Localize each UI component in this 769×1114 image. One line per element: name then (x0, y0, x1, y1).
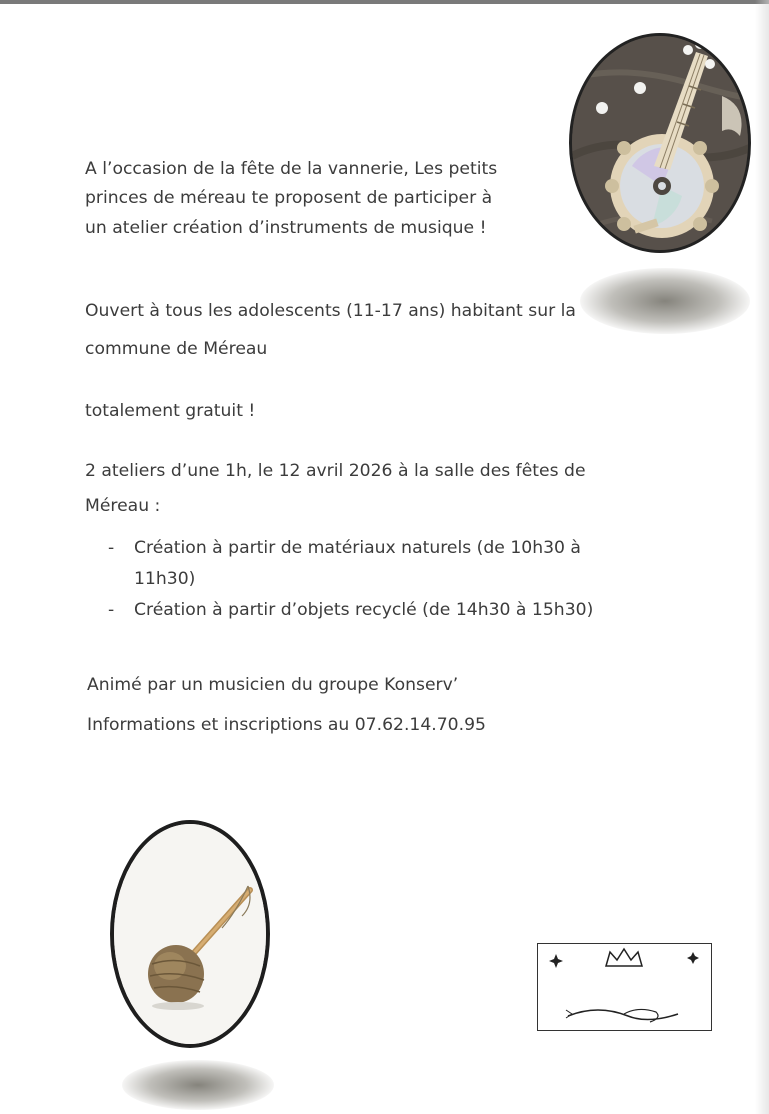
schedule-line-1: 2 ateliers d’une 1h, le 12 avril 2026 à la salle des fêtes de (85, 461, 586, 481)
crown-icon (538, 944, 710, 1030)
gourd-instrument-photo (110, 820, 270, 1048)
workshop-item-natural (108, 533, 593, 595)
workshop-item-text: Création à partir d’objets recyclé (de 14h30 à 15h30) (134, 600, 594, 620)
scan-edge-shadow (755, 0, 769, 1114)
list-dash: - (108, 538, 115, 558)
host-text: Animé par un musicien du groupe Konserv’ (87, 675, 459, 695)
banjo-illustration (572, 36, 751, 253)
workshop-list (108, 533, 593, 626)
workshop-item-text-cont: 11h30) (134, 569, 196, 589)
intro-line-1: A l’occasion de la fête de la vannerie, Les petits (85, 159, 498, 179)
top-photo-shadow (580, 268, 750, 334)
top-border (0, 0, 769, 4)
audience-line-1: Ouvert à tous les adolescents (11-17 ans) habitant sur la (85, 301, 576, 321)
workshop-item-text: Création à partir de matériaux naturels (de 10h30 à (134, 538, 581, 558)
les-petits-princes-logo (537, 943, 712, 1031)
workshop-item-recycled (108, 595, 593, 626)
schedule-line-2: Méreau : (85, 496, 161, 516)
audience-line-2: commune de Méreau (85, 339, 268, 359)
banjo-photo (569, 33, 751, 253)
contact-text: Informations et inscriptions au 07.62.14.70.95 (87, 715, 486, 735)
price-text: totalement gratuit ! (85, 401, 256, 421)
intro-line-2: princes de méreau te proposent de participer à (85, 188, 493, 208)
list-dash: - (108, 600, 115, 620)
gourd-illustration (114, 824, 266, 1044)
intro-line-3: un atelier création d’instruments de musique ! (85, 218, 487, 238)
bottom-photo-shadow (122, 1060, 274, 1110)
